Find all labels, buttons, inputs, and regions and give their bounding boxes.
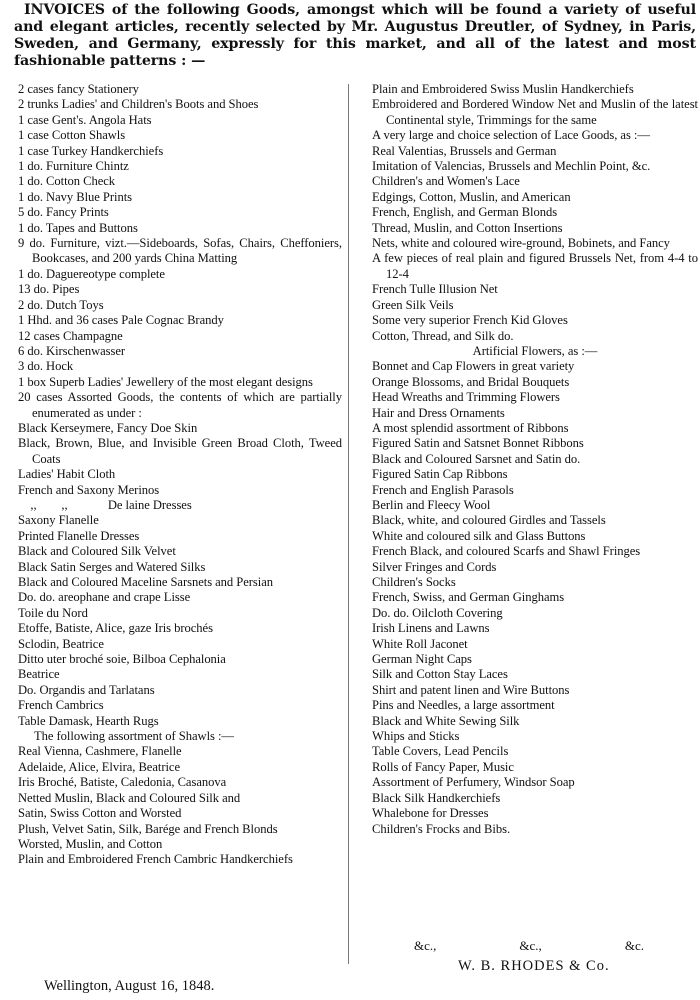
list-item: Table Covers, Lead Pencils <box>372 744 509 759</box>
list-item: Iris Broché, Batiste, Caledonia, Casanova <box>18 775 227 790</box>
list-item: Plush, Velvet Satin, Silk, Barége and French Blonds <box>18 821 278 836</box>
list-item: Sclodin, Beatrice <box>18 636 104 651</box>
list-item: 6 do. Kirschenwasser <box>18 343 126 358</box>
list-item: 1 box Superb Ladies' Jewellery of the most elegant designs <box>18 374 313 389</box>
section-heading-shawls: The following assortment of Shawls :— <box>34 729 234 744</box>
list-item: 1 do. Cotton Check <box>18 174 116 189</box>
list-item: Table Damask, Hearth Rugs <box>18 713 159 728</box>
list-item: Ladies' Habit Cloth <box>18 467 116 482</box>
list-item: Thread, Muslin, and Cotton Insertions <box>372 220 563 235</box>
list-item: Beatrice <box>18 667 60 682</box>
list-item: 2 do. Dutch Toys <box>18 297 104 312</box>
list-item: Black and White Sewing Silk <box>372 713 520 728</box>
ditto-list-item: ,, ,, De laine Dresses <box>18 497 192 512</box>
list-item: Head Wreaths and Trimming Flowers <box>372 390 560 405</box>
list-item: Cotton, Thread, and Silk do. <box>372 328 514 343</box>
list-item: 1 Hhd. and 36 cases Pale Cognac Brandy <box>18 313 224 328</box>
list-item: Etoffe, Batiste, Alice, gaze Iris brochés <box>18 621 213 636</box>
left-item-column <box>18 82 342 868</box>
list-item: Black, Brown, Blue, and Invisible Green Broad Cloth, Tweed Coats <box>18 436 342 466</box>
list-item: Whips and Sticks <box>372 729 460 744</box>
list-item: French and English Parasols <box>372 482 514 497</box>
list-item: 1 case Gent's. Angola Hats <box>18 112 152 127</box>
list-item: Satin, Swiss Cotton and Worsted <box>18 806 182 821</box>
list-item: 9 do. Furniture, vizt.—Sideboards, Sofas, Chairs, Cheffoniers, Bookcases, and 200 yards China Matting <box>18 236 342 266</box>
list-item: Nets, white and coloured wire-ground, Bobinets, and Fancy <box>372 236 670 251</box>
list-item: Imitation of Valencias, Brussels and Mechlin Point, &c. <box>372 159 651 174</box>
list-item: 2 cases fancy Stationery <box>18 82 139 96</box>
list-item: White Roll Jaconet <box>372 636 468 651</box>
list-item: Worsted, Muslin, and Cotton <box>18 836 163 851</box>
list-item: French, Swiss, and German Ginghams <box>372 590 565 605</box>
list-item: Do. do. Oilcloth Covering <box>372 605 503 620</box>
list-item: Irish Linens and Lawns <box>372 621 490 636</box>
list-item: Silk and Cotton Stay Laces <box>372 667 508 682</box>
etc-mark: &c., <box>414 938 437 953</box>
list-item: Shirt and patent linen and Wire Buttons <box>372 682 570 697</box>
right-item-column <box>372 82 698 837</box>
list-item: Children's and Women's Lace <box>372 174 520 189</box>
list-item: 13 do. Pipes <box>18 282 80 297</box>
list-item: Black, white, and coloured Girdles and Tassels <box>372 513 606 528</box>
etc-mark: &c. <box>624 938 644 953</box>
list-item: French Cambrics <box>18 698 104 713</box>
list-item: Pins and Needles, a large assortment <box>372 698 555 713</box>
list-item: Green Silk Veils <box>372 297 454 312</box>
list-item: 1 do. Navy Blue Prints <box>18 189 132 204</box>
list-item: Printed Flanelle Dresses <box>18 528 140 543</box>
list-item: 1 do. Furniture Chintz <box>18 159 129 174</box>
list-item: 1 case Cotton Shawls <box>18 128 126 143</box>
list-item: Silver Fringes and Cords <box>372 559 497 574</box>
list-item: Real Vienna, Cashmere, Flanelle <box>18 744 182 759</box>
list-item: 2 trunks Ladies' and Children's Boots and Shoes <box>18 97 259 112</box>
list-item: 1 do. Daguereotype complete <box>18 266 165 281</box>
list-item: Black Kerseymere, Fancy Doe Skin <box>18 420 198 435</box>
dateline: Wellington, August 16, 1848. <box>44 978 215 994</box>
list-item: Toile du Nord <box>18 605 88 620</box>
list-item: A very large and choice selection of Lace Goods, as :— <box>372 128 650 143</box>
list-item: Figured Satin and Satsnet Bonnet Ribbons <box>372 436 584 451</box>
list-item: Adelaide, Alice, Elvira, Beatrice <box>18 759 180 774</box>
list-item: Assortment of Perfumery, Windsor Soap <box>372 775 575 790</box>
list-item: 1 case Turkey Handkerchiefs <box>18 143 164 158</box>
list-item: Whalebone for Dresses <box>372 806 489 821</box>
list-item: Figured Satin Cap Ribbons <box>372 467 508 482</box>
list-item: 5 do. Fancy Prints <box>18 205 109 220</box>
list-item: Rolls of Fancy Paper, Music <box>372 759 514 774</box>
list-item: Do. do. areophane and crape Lisse <box>18 590 191 605</box>
list-item: Plain and Embroidered French Cambric Handkerchiefs <box>18 852 293 867</box>
list-item: Plain and Embroidered Swiss Muslin Handkerchiefs <box>372 82 634 96</box>
list-item: Embroidered and Bordered Window Net and Muslin of the latest Continental style, Trimmings for the same <box>372 97 698 127</box>
list-item: Some very superior French Kid Gloves <box>372 313 568 328</box>
list-item: French and Saxony Merinos <box>18 482 160 497</box>
list-item: Black and Coloured Silk Velvet <box>18 544 176 559</box>
list-item: French Black, and coloured Scarfs and Shawl Fringes <box>372 544 641 559</box>
list-item: French, English, and German Blonds <box>372 205 558 220</box>
list-item: French Tulle Illusion Net <box>372 282 498 297</box>
list-item: German Night Caps <box>372 652 472 667</box>
list-item: A few pieces of real plain and figured Brussels Net, from 4-4 to 12-4 <box>372 251 698 281</box>
list-item: Netted Muslin, Black and Coloured Silk and <box>18 790 241 805</box>
section-heading-artificial-flowers: Artificial Flowers, as :— <box>472 343 598 358</box>
firm-signature: W. B. RHODES & Co. <box>458 958 610 974</box>
list-item: Berlin and Fleecy Wool <box>372 497 491 512</box>
list-item: Ditto uter broché soie, Bilboa Cephalonia <box>18 652 226 667</box>
list-item: Children's Frocks and Bibs. <box>372 821 511 836</box>
list-item: 12 cases Champagne <box>18 328 123 343</box>
column-divider <box>348 84 349 964</box>
list-item: Black and Coloured Sarsnet and Satin do. <box>372 451 581 466</box>
list-item: White and coloured silk and Glass Buttons <box>372 528 586 543</box>
list-item: Black and Coloured Maceline Sarsnets and Persian <box>18 575 274 589</box>
etc-line <box>414 938 644 954</box>
list-item: Do. Organdis and Tarlatans <box>18 682 155 697</box>
list-item: Black Satin Serges and Watered Silks <box>18 559 206 574</box>
notice-headline: INVOICES of the following Goods, amongst which will be found a variety of useful and elegant articles, recently selected by Mr. Augustus Dreutler, of Sydney, in Paris, Sweden, and Germany, expressly for this market, and all of the latest and most fashionable patterns : — <box>14 2 696 69</box>
list-item: Hair and Dress Ornaments <box>372 405 505 420</box>
list-item: Children's Socks <box>372 575 456 589</box>
list-item: Real Valentias, Brussels and German <box>372 143 557 158</box>
list-item: A most splendid assortment of Ribbons <box>372 420 569 435</box>
list-item: 3 do. Hock <box>18 359 74 374</box>
list-item: Saxony Flanelle <box>18 513 99 528</box>
list-item: 1 do. Tapes and Buttons <box>18 220 138 235</box>
list-item: Edgings, Cotton, Muslin, and American <box>372 189 571 204</box>
list-item: Black Silk Handkerchiefs <box>372 790 501 805</box>
list-item: Orange Blossoms, and Bridal Bouquets <box>372 374 570 389</box>
etc-mark: &c., <box>519 938 542 953</box>
list-item: 20 cases Assorted Goods, the contents of which are partially enumerated as under : <box>18 390 342 420</box>
list-item: Bonnet and Cap Flowers in great variety <box>372 359 575 374</box>
